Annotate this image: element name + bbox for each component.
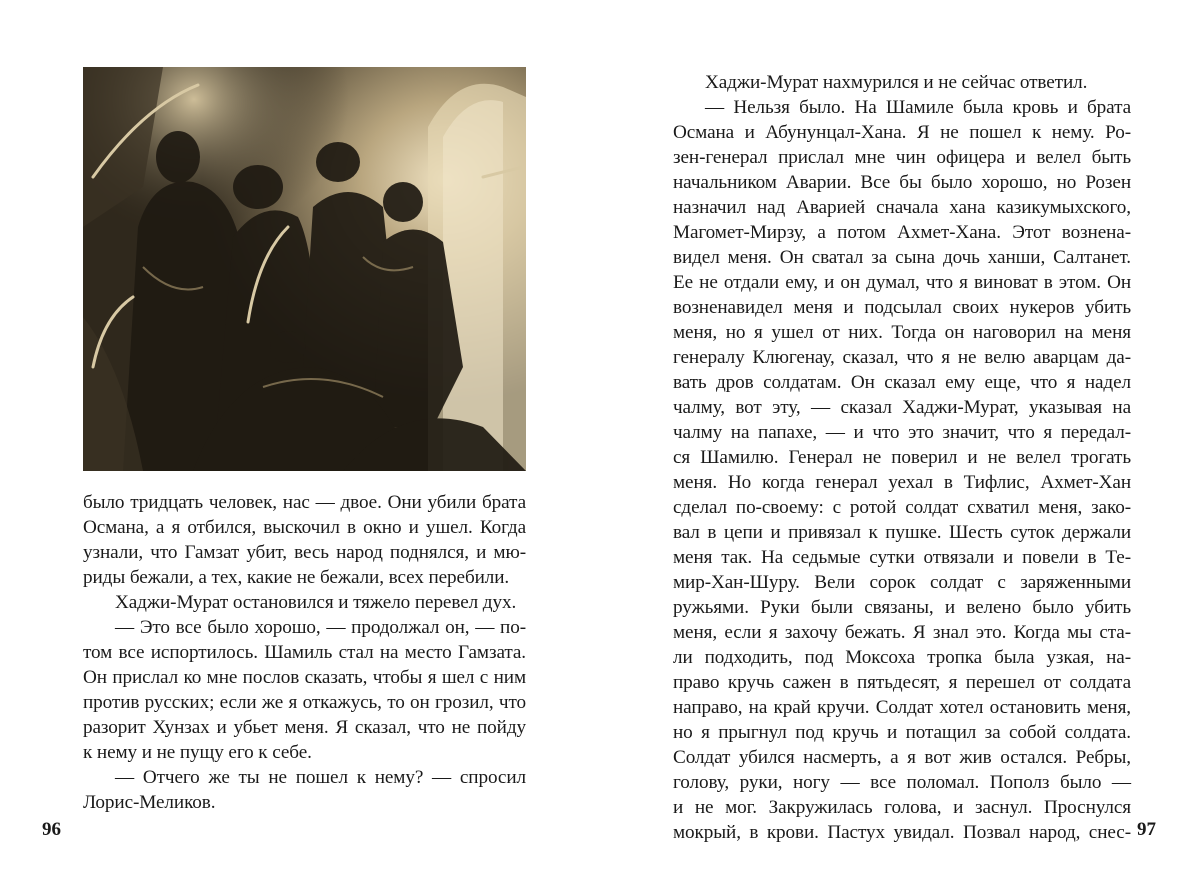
- text-line: возненавидел меня и подсылал своих нукеров убить: [673, 297, 1131, 318]
- text-line: право кручь сажен в пятьдесят, я перешел от солдата: [673, 672, 1131, 693]
- text-line: вать дров солдатам. Он сказал ему еще, что я надел: [673, 372, 1131, 393]
- text-line: меня, если я захочу бежать. Я знал это. Когда мы ста-: [673, 622, 1131, 643]
- text-line: генералу Клюгенау, сказал, что я не велю аварцам да-: [673, 347, 1131, 368]
- text-line: Хаджи-Мурат остановился и тяжело перевел дух.: [115, 592, 517, 613]
- text-line: ли подходить, под Моксоха тропка была узкая, на-: [673, 647, 1131, 668]
- text-line: риды бежали, а тех, какие не бежали, всех перебили.: [83, 567, 510, 588]
- text-line: меня так. На седьмые сутки отвязали и повели в Те-: [673, 547, 1131, 568]
- text-line: разорит Хунзах и убьет меня. Я сказал, что не пойду: [83, 717, 526, 738]
- text-line: назначил над Аварией сначала хана казикумыхского,: [673, 197, 1131, 218]
- text-line: Солдат убился насмерть, а я вот жив остался. Ребры,: [673, 747, 1131, 768]
- text-line: Османа и Абунунцал-Хана. Я не пошел к нему. Ро-: [673, 122, 1131, 143]
- right-page-text: [673, 70, 1131, 845]
- text-line: меня, но я ушел от них. Тогда он наговорил на меня: [673, 322, 1131, 343]
- text-line: видел меня. Он сватал за сына дочь ханши, Салтанет.: [673, 247, 1131, 268]
- paragraph: [673, 70, 1131, 95]
- text-line: меня. Но когда генерал уехал в Тифлис, Ахмет-Хан: [673, 472, 1131, 493]
- text-line: было тридцать человек, нас — двое. Они убили брата: [83, 492, 526, 513]
- paragraph: [673, 95, 1131, 845]
- paragraph: [83, 490, 526, 590]
- text-line: Хаджи-Мурат нахмурился и не сейчас ответил.: [705, 72, 1088, 93]
- text-line: к нему и не пущу его к себе.: [83, 742, 312, 763]
- text-line: против русских; если же я откажусь, то он грозил, что: [83, 692, 526, 713]
- text-line: чалму, вот эту, — сказал Хаджи-Мурат, указывая на: [673, 397, 1131, 418]
- text-line: зен-генерал прислал мне чин офицера и велел быть: [673, 147, 1131, 168]
- text-line: начальником Аварии. Все бы было хорошо, но Розен: [673, 172, 1131, 193]
- text-line: — Отчего же ты не пошел к нему? — спросил: [115, 767, 526, 788]
- battle-illustration: [83, 67, 526, 471]
- text-line: голову, руки, ногу — все поломал. Пополз было —: [673, 772, 1131, 793]
- text-line: и не мог. Закружилась голова, и заснул. Проснулся: [673, 797, 1131, 818]
- right-page: [600, 0, 1200, 877]
- text-line: ся Шамилю. Генерал не поверил и не велел трогать: [673, 447, 1131, 468]
- paragraph: [83, 765, 526, 815]
- text-line: но я прыгнул под кручь и потащил за собой солдата.: [673, 722, 1131, 743]
- text-line: Османа, а я отбился, выскочил в окно и ушел. Когда: [83, 517, 526, 538]
- text-line: вал в цепи и привязал к пушке. Шесть суток держали: [673, 522, 1131, 543]
- text-line: узнали, что Гамзат убит, весь народ поднялся, и мю-: [83, 542, 526, 563]
- text-line: мокрый, в крови. Пастух увидал. Позвал народ, снес-: [673, 822, 1131, 843]
- text-line: Ее не отдали ему, и он думал, что я виноват в этом. Он: [673, 272, 1131, 293]
- text-line: сделал по-своему: с ротой солдат схватил меня, зако-: [673, 497, 1131, 518]
- text-line: чалму на папахе, — и что это значит, что я передал-: [673, 422, 1131, 443]
- paragraph: [83, 615, 526, 765]
- text-line: мир-Хан-Шуру. Вели сорок солдат с заряженными: [673, 572, 1131, 593]
- left-page-text: [83, 490, 526, 815]
- text-line: Лорис-Меликов.: [83, 792, 216, 813]
- text-line: — Нельзя было. На Шамиле была кровь и брата: [705, 97, 1131, 118]
- text-line: Магомет-Мирзу, а потом Ахмет-Хана. Этот вознена-: [673, 222, 1131, 243]
- text-line: направо, на край кручи. Солдат хотел остановить меня,: [673, 697, 1131, 718]
- text-line: ружьями. Руки были связаны, и велено было убить: [673, 597, 1131, 618]
- page-number: 97: [1137, 819, 1156, 840]
- text-line: — Это все было хорошо, — продолжал он, — по-: [115, 617, 526, 638]
- text-line: том все испортилось. Шамиль стал на место Гамзата.: [83, 642, 526, 663]
- text-line: Он прислал ко мне послов сказать, чтобы я шел с ним: [83, 667, 526, 688]
- paragraph: [83, 590, 526, 615]
- page-number: 96: [42, 819, 61, 840]
- illustration-drawing: [83, 67, 526, 471]
